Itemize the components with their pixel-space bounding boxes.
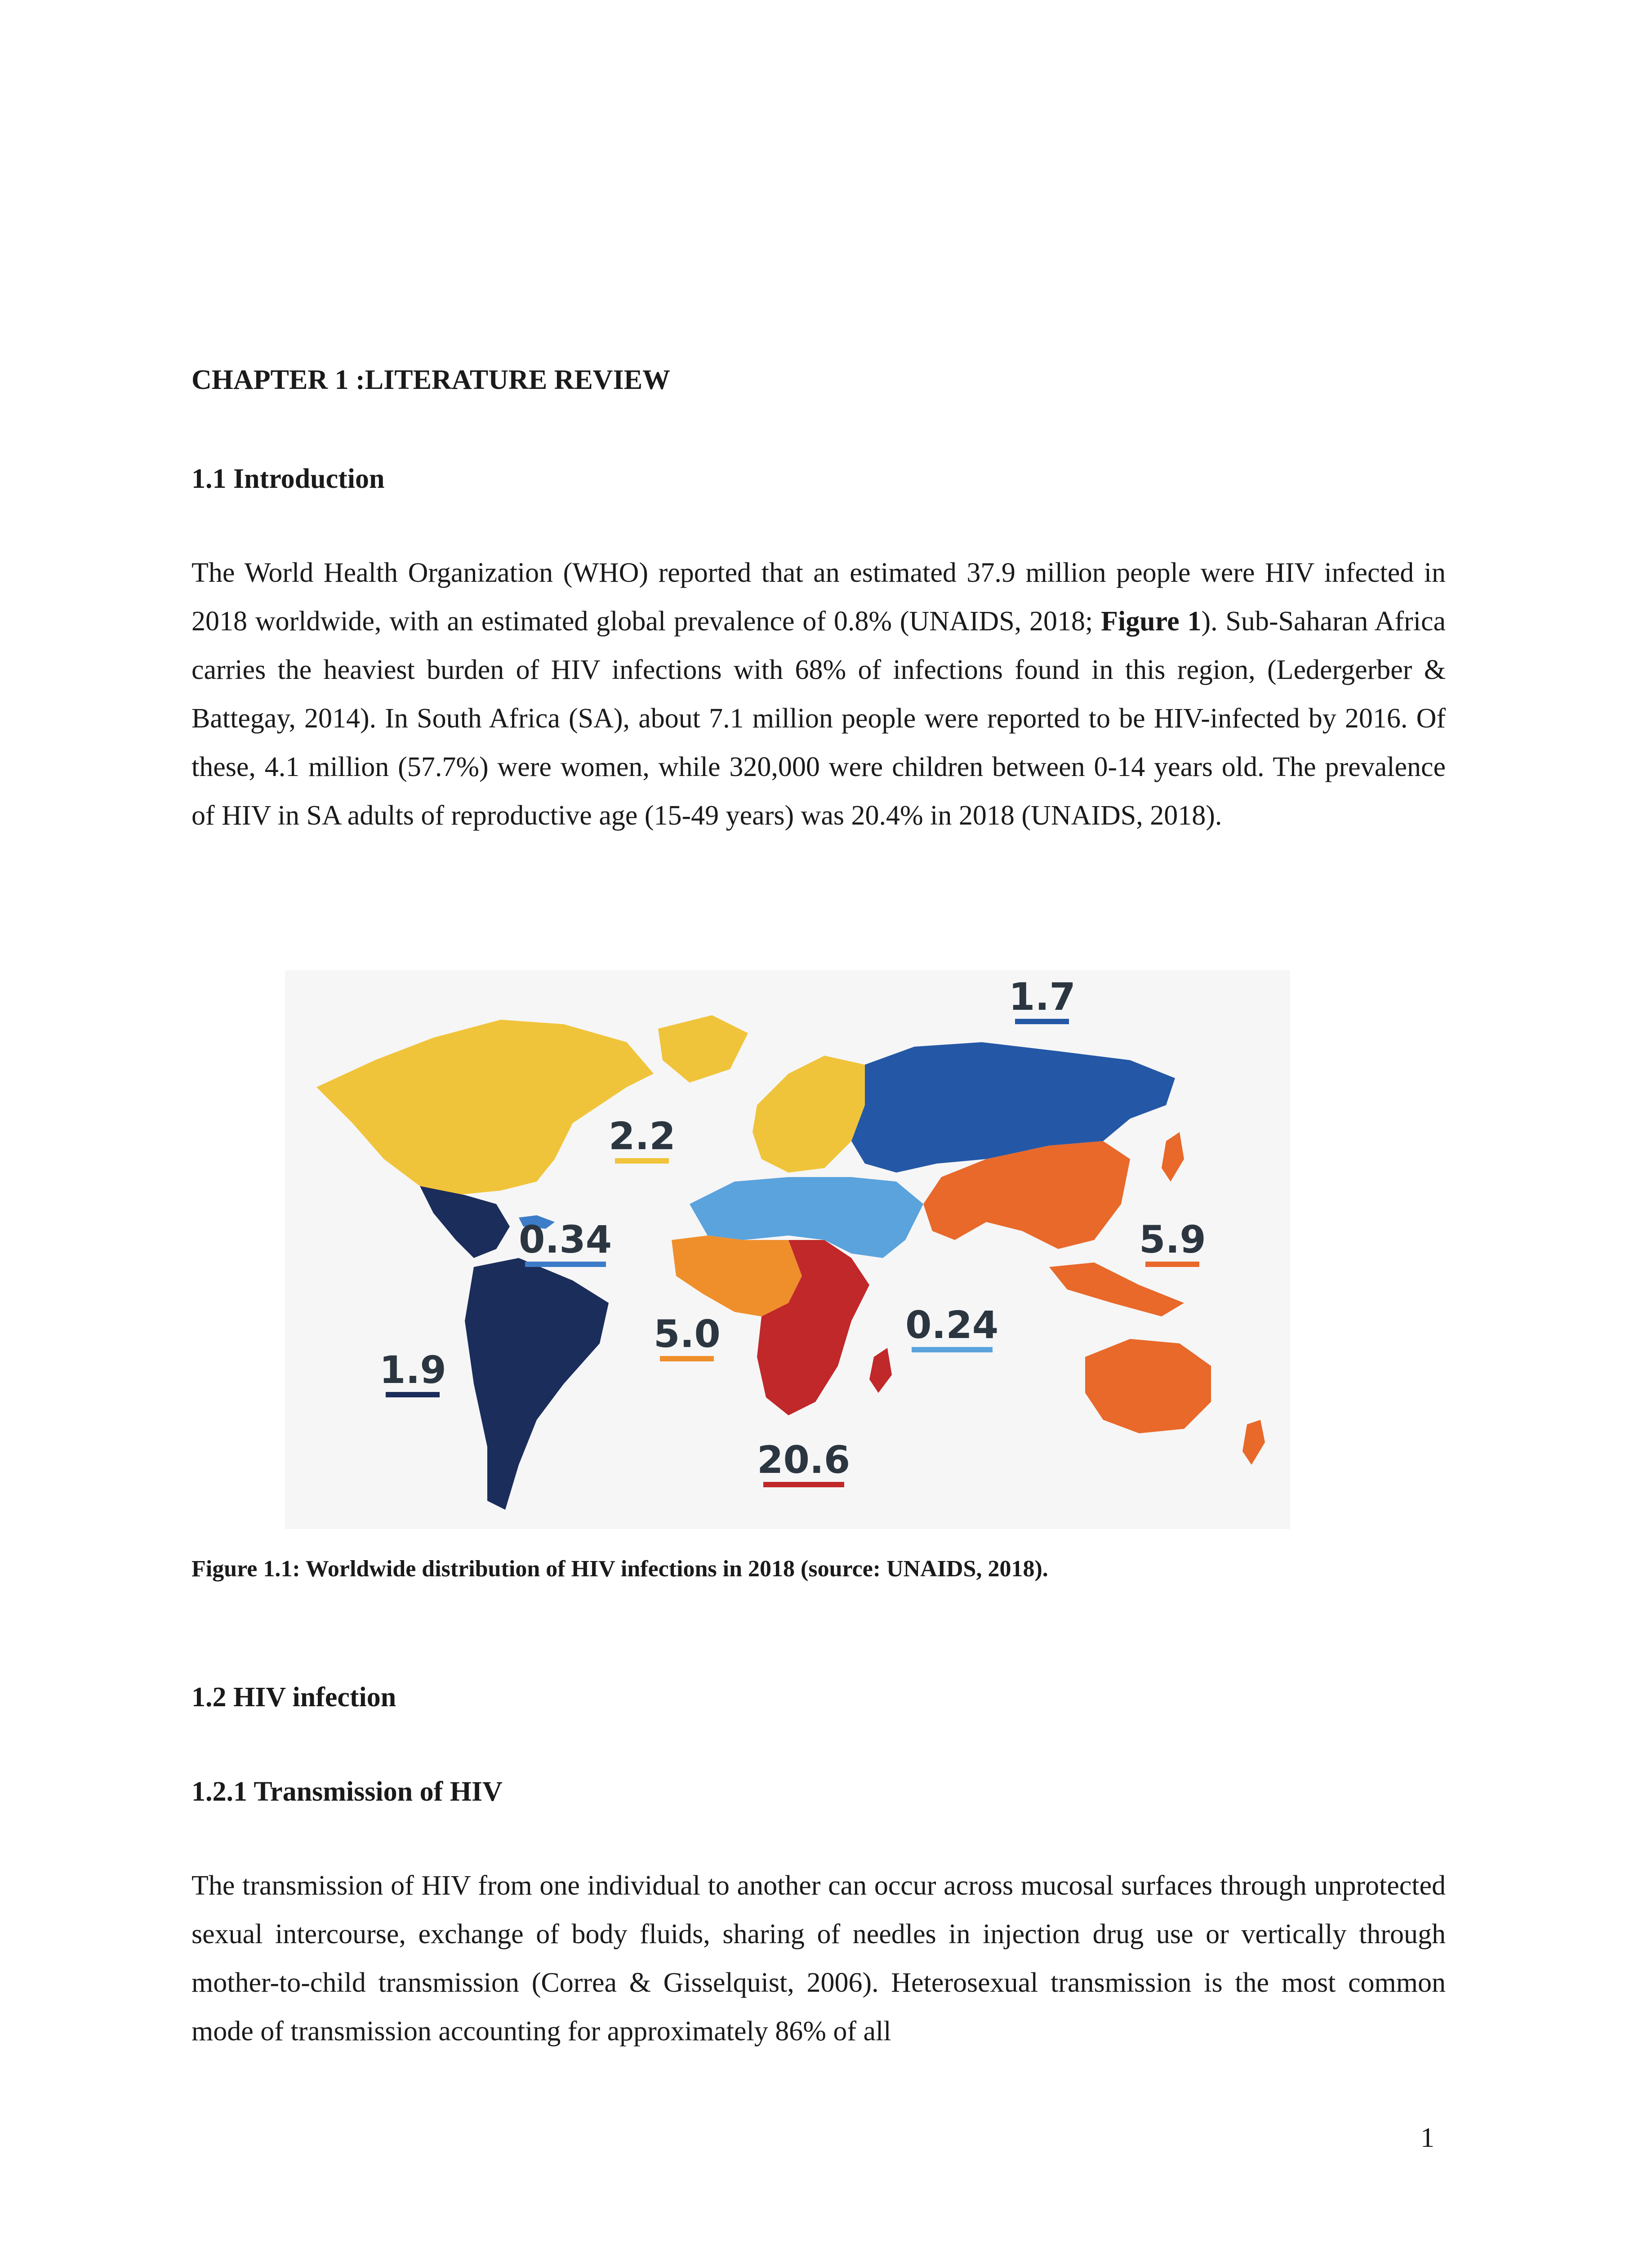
label-value: 2.2 [609, 1114, 676, 1158]
label-value: 5.0 [654, 1312, 721, 1356]
label-value: 5.9 [1139, 1218, 1206, 1262]
label-mena [905, 1303, 998, 1352]
chapter-heading: CHAPTER 1 :LITERATURE REVIEW [191, 365, 671, 395]
section-heading-introduction: 1.1 Introduction [191, 464, 385, 494]
label-underline [386, 1392, 440, 1397]
label-underline [525, 1262, 606, 1267]
label-value: 20.6 [757, 1438, 850, 1482]
section-heading-hiv-infection: 1.2 HIV infection [191, 1682, 396, 1713]
subsection-heading-transmission: 1.2.1 Transmission of HIV [191, 1776, 503, 1807]
label-latin-america [379, 1348, 446, 1397]
figure-caption: Figure 1.1: Worldwide distribution of HIV infections in 2018 (source: UNAIDS, 2018). [191, 1556, 1048, 1582]
label-europe-namerica [609, 1114, 676, 1164]
intro-text-2: ). Sub-Saharan Africa carries the heaviest burden of HIV infections with 68% of infections found in this region, (Ledergerber & Battegay, 2014). In South Africa (SA), about 7.1 million people were reported to be HIV-infected by 2016. Of these, 4.1 million (57.7%) were women, while 320,000 were children between 0-14 years old. The prevalence of HIV in SA adults of reproductive age (15-49 years) was 20.4% in 2018 (UNAIDS, 2018). [191, 606, 1446, 831]
label-caribbean [519, 1218, 612, 1267]
region-australia [1085, 1339, 1211, 1433]
label-underline [615, 1158, 669, 1164]
intro-paragraph [191, 549, 1446, 840]
figure-ref-word: Figure [1101, 606, 1180, 637]
page-number: 1 [1420, 2123, 1434, 2153]
label-eastern-europe [1009, 975, 1076, 1024]
label-asia-pacific [1139, 1218, 1206, 1267]
label-underline [660, 1356, 714, 1361]
label-east-southern-africa [757, 1438, 850, 1487]
label-underline [763, 1482, 844, 1487]
label-underline [912, 1347, 993, 1352]
transmission-paragraph: The transmission of HIV from one individual to another can occur across mucosal surfaces through unprotected sexual intercourse, exchange of body fluids, sharing of needles in injection drug use or vertically through mother-to-child transmission (Correa & Gisselquist, 2006). Heterosexual transmission is the most common mode of transmission accounting for approximately 86% of all [191, 1870, 1446, 2047]
label-value: 1.9 [379, 1348, 446, 1392]
label-value: 0.34 [519, 1218, 612, 1262]
intro-text-1: The World Health Organization (WHO) reported that an estimated 37.9 million people were HIV infected in 2018 worldwide, with an estimated global prevalence of 0.8% (UNAIDS, 2018; [191, 558, 1446, 637]
label-value: 0.24 [905, 1303, 999, 1347]
label-underline [1015, 1019, 1069, 1024]
label-west-central-africa [654, 1312, 721, 1361]
label-underline [1145, 1262, 1199, 1267]
hiv-world-map-figure [285, 970, 1290, 1529]
label-value: 1.7 [1009, 975, 1076, 1019]
figure-ref-num: 1 [1187, 606, 1202, 637]
